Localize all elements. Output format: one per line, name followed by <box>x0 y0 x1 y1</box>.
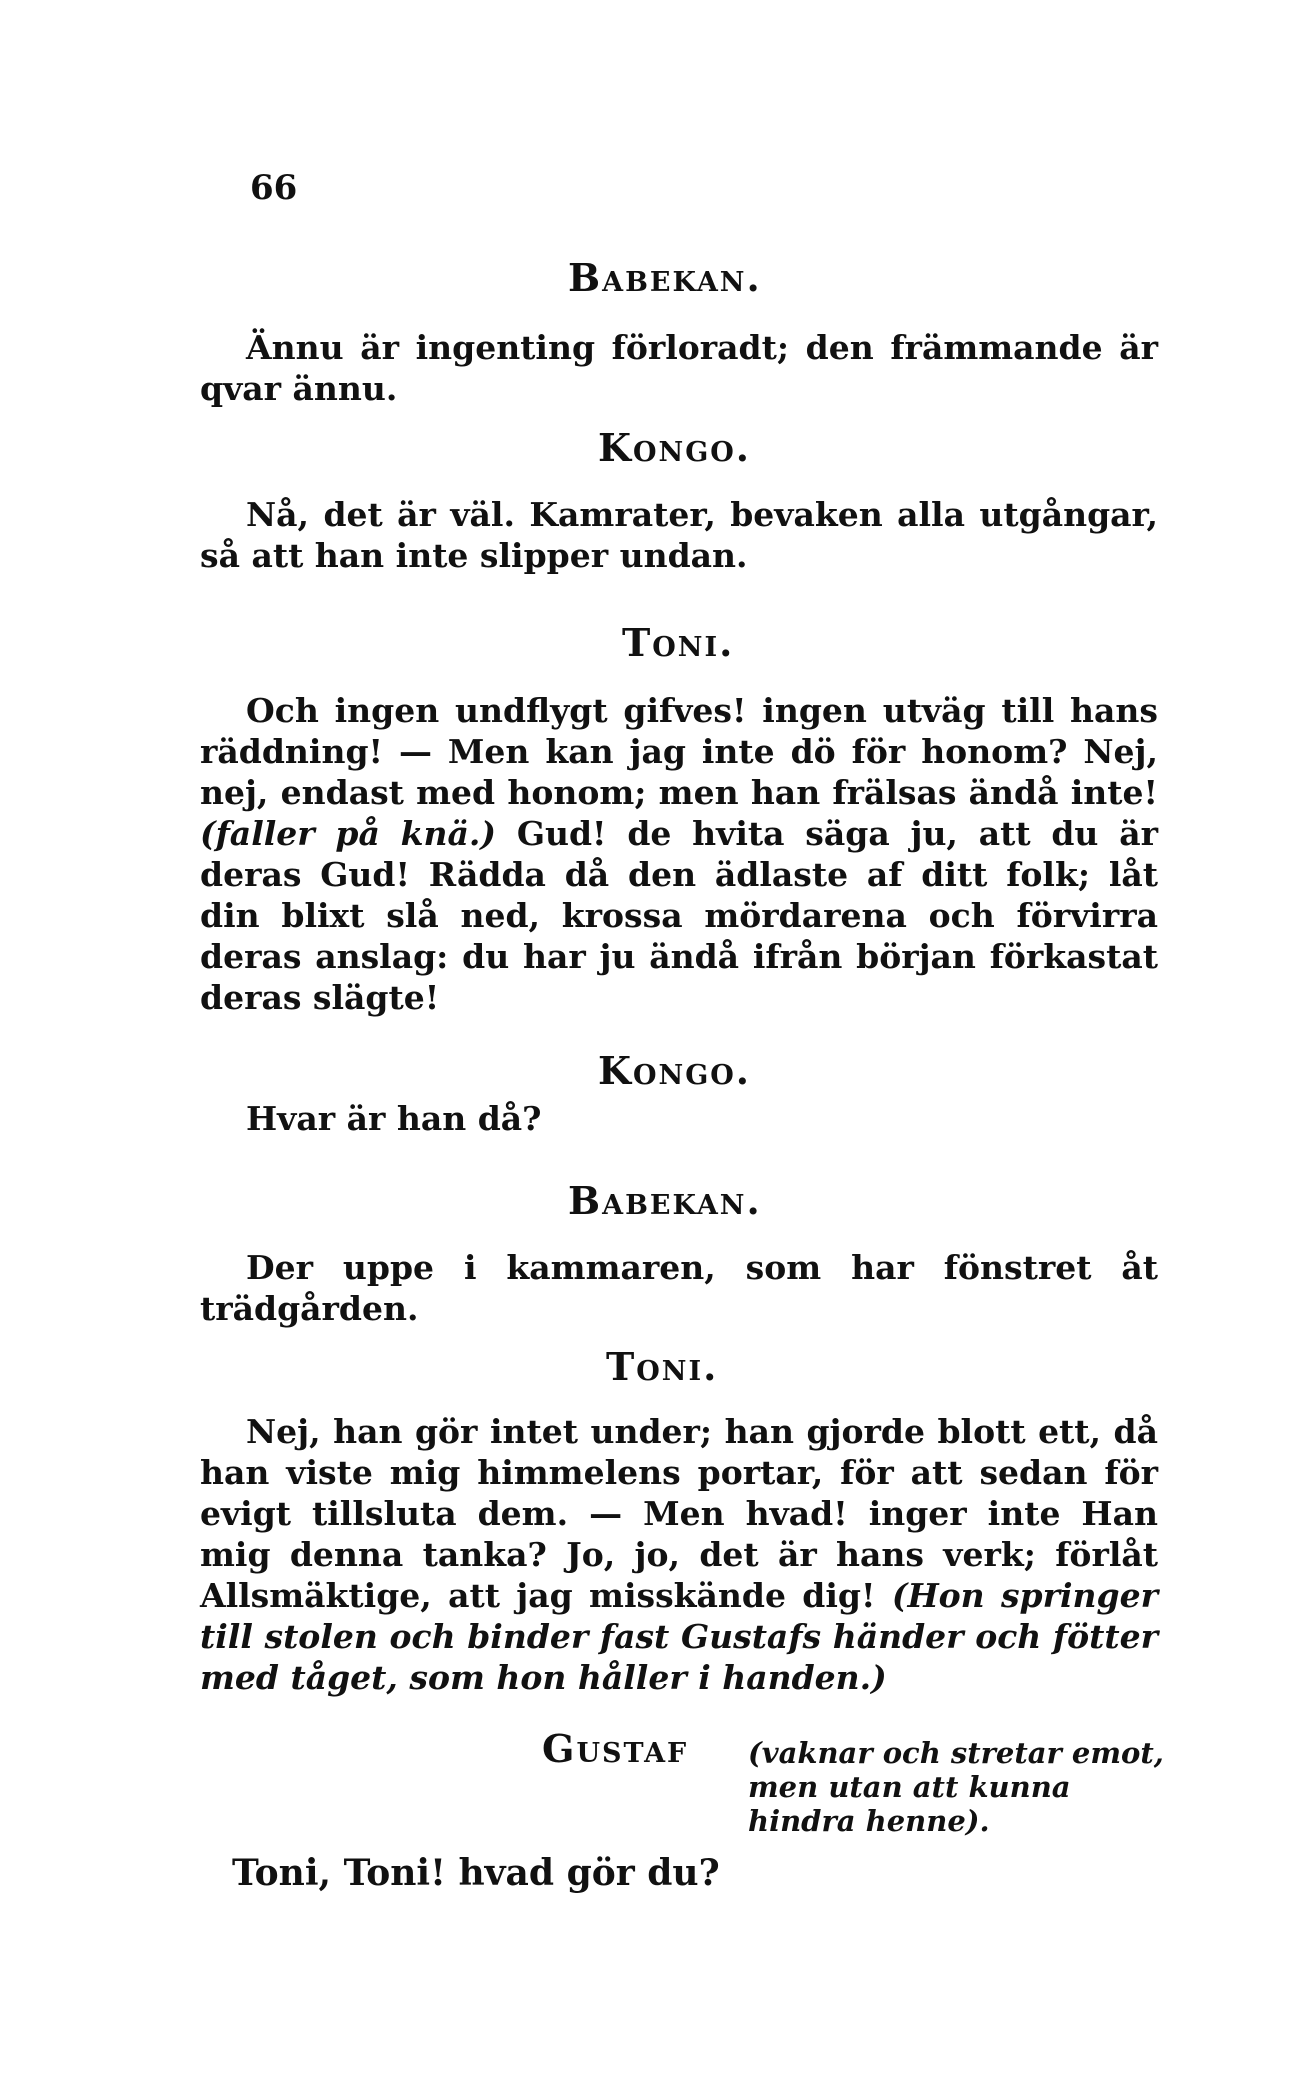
stage-direction: (Hon springer till stolen och binder fast Gustafs händer och fötter med tåget, som hon håller i handen.) <box>200 1576 1158 1697</box>
page-number: 66 <box>250 168 298 208</box>
speaker-name: Babekan. <box>568 1178 762 1223</box>
speaker-name: Toni. <box>606 1344 719 1389</box>
stage-direction: (faller på knä.) <box>200 814 497 853</box>
dialogue-text: Toni, Toni! hvad gör du? <box>232 1852 720 1894</box>
speaker-name: Toni. <box>622 620 735 665</box>
dialogue-part: Och ingen undflygt gifves! ingen utväg till hans räddning! — Men kan jag inte dö för honom? Nej, nej, endast med honom; men han frälsas ändå inte! <box>200 691 1158 812</box>
dialogue-text: Ännu är ingenting förloradt; den främmande är qvar ännu. <box>200 328 1158 408</box>
dialogue-part: Nej, han gör intet under; han gjorde blott ett, då han viste mig himmelens portar, för att sedan för evigt tillsluta dem. — Men hvad! inger inte Han mig denna tanka? Jo, jo, det är hans verk; förlåt Allsmäktige, att jag misskände dig! <box>200 1412 1158 1615</box>
stage-direction: (vaknar och stretar emot, men utan att kunna hindra henne). <box>748 1736 1164 1838</box>
speaker-name: Kongo. <box>598 1048 752 1093</box>
dialogue-text: Nå, det är väl. Kamrater, bevaken alla utgångar, så att han inte slipper undan. <box>200 495 1158 575</box>
dialogue-text: Der uppe i kammaren, som har fönstret åt trädgården. <box>200 1248 1158 1328</box>
dialogue-text <box>200 690 1158 1018</box>
speaker-name: Kongo. <box>598 425 752 470</box>
speaker-name: Gustaf <box>542 1726 689 1771</box>
dialogue-part: Gud! de hvita säga ju, att du är deras Gud! Rädda då den ädlaste af ditt folk; låt din blixt slå ned, krossa mördarena och förvirra deras anslag: du har ju ändå ifrån början förkastat deras slägte! <box>200 814 1158 1017</box>
speaker-name: Babekan. <box>568 255 762 300</box>
dialogue-text <box>200 1411 1158 1698</box>
dialogue-text: Hvar är han då? <box>246 1099 542 1138</box>
